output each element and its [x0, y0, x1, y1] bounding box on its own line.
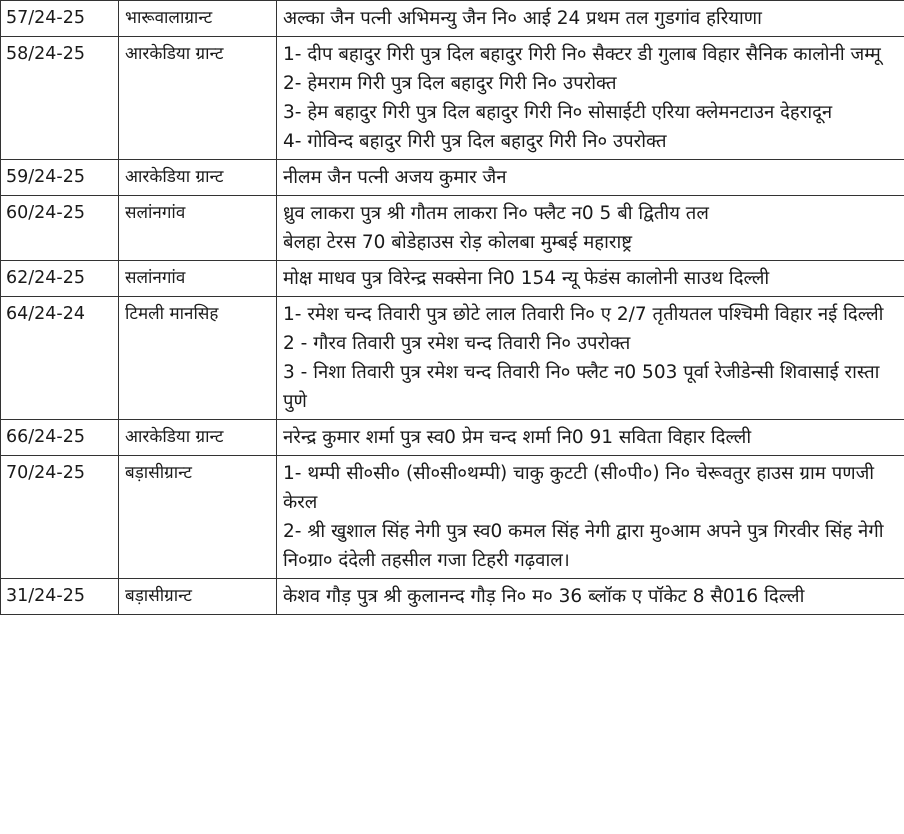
- owner-line: नरेन्द्र कुमार शर्मा पुत्र स्व0 प्रेम चन्द शर्मा नि0 91 सविता विहार दिल्ली: [283, 427, 752, 448]
- owner-details: [277, 261, 904, 297]
- record-number: 59/24-25: [1, 160, 119, 196]
- record-number: 66/24-25: [1, 420, 119, 456]
- table-row: [1, 37, 904, 160]
- owner-details: [277, 297, 904, 420]
- owner-line: 2- हेमराम गिरी पुत्र दिल बहादुर गिरी नि० उपरोक्त: [283, 73, 617, 94]
- table-row: [1, 579, 904, 615]
- record-number: 58/24-25: [1, 37, 119, 160]
- table-row: [1, 196, 904, 261]
- owner-details: [277, 420, 904, 456]
- village-name: टिमली मानसिह: [119, 297, 277, 420]
- village-name: आरकेडिया ग्रान्ट: [119, 420, 277, 456]
- village-name: सलांनगांव: [119, 196, 277, 261]
- owner-line: 3 - निशा तिवारी पुत्र रमेश चन्द तिवारी नि० फ्लैट न0 503 पूर्वा रेजीडेन्सी शिवासाई रास्ता पुणे: [283, 362, 880, 412]
- village-name: सलांनगांव: [119, 261, 277, 297]
- owner-line: ध्रुव लाकरा पुत्र श्री गौतम लाकरा नि० फ्लैट न0 5 बी द्वितीय तल: [283, 203, 709, 224]
- owner-details: [277, 37, 904, 160]
- owner-line: अल्का जैन पत्नी अभिमन्यु जैन नि० आई 24 प्रथम तल गुडगांव हरियाणा: [283, 8, 762, 29]
- record-number: 60/24-25: [1, 196, 119, 261]
- owner-line: 1- दीप बहादुर गिरी पुत्र दिल बहादुर गिरी नि० सैक्टर डी गुलाब विहार सैनिक कालोनी जम्मू: [283, 44, 881, 65]
- village-name: आरकेडिया ग्रान्ट: [119, 160, 277, 196]
- owner-line: 3- हेम बहादुर गिरी पुत्र दिल बहादुर गिरी नि० सोसाईटी एरिया क्लेमनटाउन देहरादून: [283, 102, 833, 123]
- table-row: [1, 261, 904, 297]
- village-name: आरकेडिया ग्रान्ट: [119, 37, 277, 160]
- owner-details: [277, 456, 904, 579]
- owner-line: 1- थम्पी सी०सी० (सी०सी०थम्पी) चाकु कुटटी (सी०पी०) नि० चेरूवतुर हाउस ग्राम पणजी केरल: [283, 463, 875, 513]
- table-row: [1, 1, 904, 37]
- record-number: 62/24-25: [1, 261, 119, 297]
- village-name: भारूवालाग्रान्ट: [119, 1, 277, 37]
- owner-line: 1- रमेश चन्द तिवारी पुत्र छोटे लाल तिवारी नि० ए 2/7 तृतीयतल पश्चिमी विहार नई दिल्ली: [283, 304, 884, 325]
- owner-details: [277, 196, 904, 261]
- table-row: [1, 297, 904, 420]
- owner-line: 4- गोविन्द बहादुर गिरी पुत्र दिल बहादुर गिरी नि० उपरोक्त: [283, 131, 667, 152]
- table-row: [1, 160, 904, 196]
- owner-line: 2 - गौरव तिवारी पुत्र रमेश चन्द तिवारी नि० उपरोक्त: [283, 333, 631, 354]
- village-name: बड़ासीग्रान्ट: [119, 579, 277, 615]
- village-name: बड़ासीग्रान्ट: [119, 456, 277, 579]
- owner-line: 2- श्री खुशाल सिंह नेगी पुत्र स्व0 कमल सिंह नेगी द्वारा मु०आम अपने पुत्र गिरवीर सिंह नेगी नि०ग्रा० दंदेली तहसील गजा टिहरी गढ़वाल।: [283, 521, 884, 571]
- owner-details: [277, 579, 904, 615]
- owner-line: बेलहा टेरस 70 बोडेहाउस रोड़ कोलबा मुम्बई महाराष्ट्र: [283, 232, 633, 253]
- table-row: [1, 420, 904, 456]
- owner-details: [277, 160, 904, 196]
- owner-line: मोक्ष माधव पुत्र विरेन्द्र सक्सेना नि0 154 न्यू फेडंस कालोनी साउथ दिल्ली: [283, 268, 770, 289]
- record-number: 31/24-25: [1, 579, 119, 615]
- table-body: [1, 1, 904, 615]
- owner-line: केशव गौड़ पुत्र श्री कुलानन्द गौड़ नि० म० 36 ब्लॉक ए पॉकेट 8 सै016 दिल्ली: [283, 586, 805, 607]
- owner-line: नीलम जैन पत्नी अजय कुमार जैन: [283, 167, 507, 188]
- record-number: 57/24-25: [1, 1, 119, 37]
- table-row: [1, 456, 904, 579]
- record-number: 70/24-25: [1, 456, 119, 579]
- record-number: 64/24-24: [1, 297, 119, 420]
- owner-details: [277, 1, 904, 37]
